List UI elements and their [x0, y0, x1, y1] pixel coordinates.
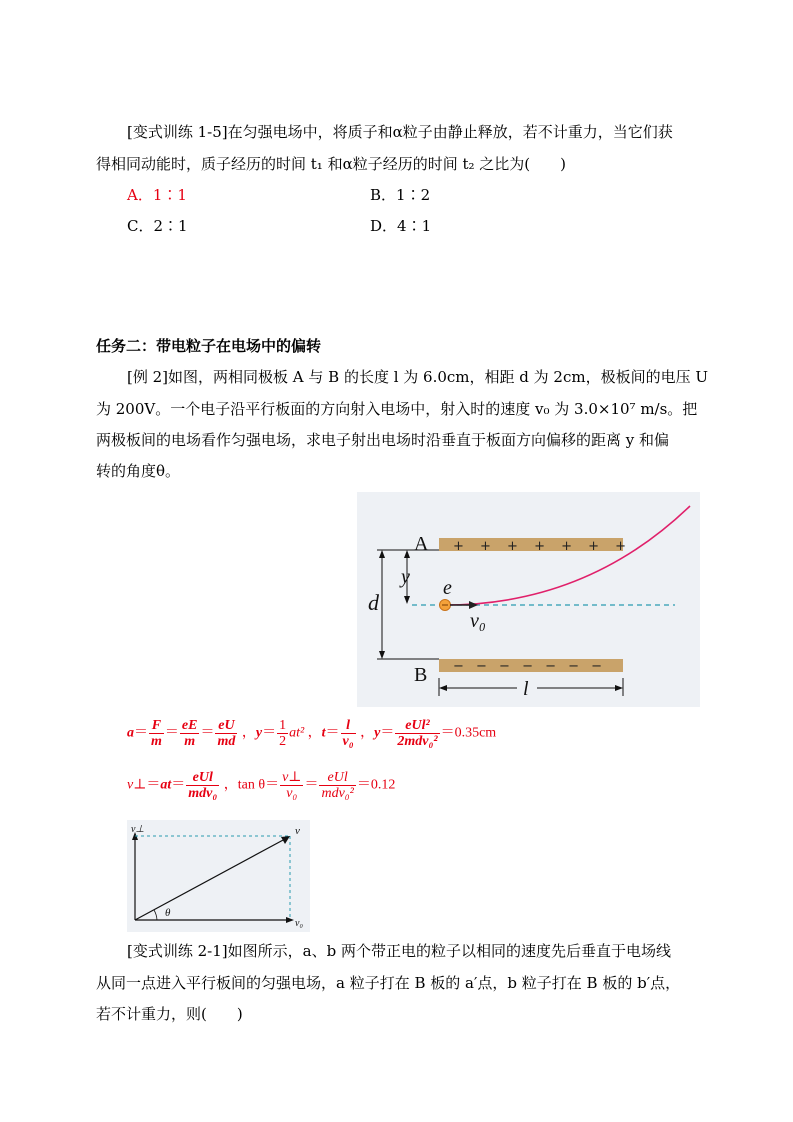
v0-label-2: v₀ — [295, 918, 303, 929]
vperp-label: v⊥ — [131, 824, 145, 835]
q15-line1: [变式训练 1-5]在匀强电场中，将质子和α粒子由静止释放，若不计重力，当它们获 — [127, 123, 673, 141]
velocity-figure — [127, 820, 310, 932]
plate-b-signs: − − − − − − − — [453, 659, 607, 674]
q15-option-b: B．1∶2 — [370, 186, 431, 204]
ex2-line3: 两极板间的电场看作匀强电场，求电子射出电场时沿垂直于板面方向偏移的距离 y 和偏 — [96, 431, 670, 449]
task2-heading: 任务二：带电粒子在电场中的偏转 — [96, 337, 322, 355]
q21-line3: 若不计重力，则( ) — [96, 1005, 243, 1023]
ex2-line4: 转的角度θ。 — [96, 462, 181, 480]
v-label: v — [295, 825, 300, 837]
deflection-figure — [357, 492, 700, 707]
q15-line2: 得相同动能时，质子经历的时间 t₁ 和α粒子经历的时间 t₂ 之比为( ) — [96, 155, 566, 173]
plate-a-label: A — [414, 533, 429, 555]
plate-b-label: B — [414, 664, 428, 686]
q15-option-d: D．4∶1 — [370, 217, 432, 235]
ex2-line2: 为 200V。一个电子沿平行板面的方向射入电场中，射入时的速度 v₀ 为 3.0×10⁷ m/s。把 — [96, 400, 698, 418]
q15-option-a: A．1∶1 — [127, 186, 187, 204]
q21-line2: 从同一点进入平行板间的匀强电场，a 粒子打在 B 板的 a′点，b 粒子打在 B 板的 b′点， — [96, 974, 681, 992]
y-label: y — [401, 566, 410, 588]
v0-label: v₀ — [470, 610, 486, 632]
formula-line-2: v⊥＝at＝ $\frac{\text{eUl}}{\text{mdv₀}}$ ，tan θ＝ $\frac{v\perp}{\text{v₀}}$ ＝ $\frac{\text{eUl}}{\text{mdv₀²}}$ ＝0.12 — [127, 770, 396, 801]
l-label: l — [523, 678, 529, 700]
q15-option-c: C．2∶1 — [127, 217, 188, 235]
theta-label: θ — [165, 907, 171, 919]
plate-a-signs: + + + + + + + — [453, 539, 633, 554]
ex2-line1: [例 2]如图，两相同极板 A 与 B 的长度 l 为 6.0cm，相距 d 为 2cm，极板间的电压 U — [127, 368, 709, 386]
e-label: e — [443, 577, 452, 599]
d-label: d — [368, 590, 379, 615]
q21-line1: [变式训练 2-1]如图所示，a、b 两个带正电的粒子以相同的速度先后垂直于电场线 — [127, 942, 671, 960]
velocity-figure-background — [127, 820, 310, 932]
formula-line-1: a＝ $\frac{F}{m}$ ＝ $\frac{eE}{m}$ ＝ $\frac{eU}{md}$ ，y＝ $\frac{1}{2}$ at² ，t＝ $\frac{l}{\text{v₀}}$ ，y＝ $\frac{\text{eUl²}}{\text{2mdv₀²}}$ ＝0.35cm — [127, 718, 497, 749]
